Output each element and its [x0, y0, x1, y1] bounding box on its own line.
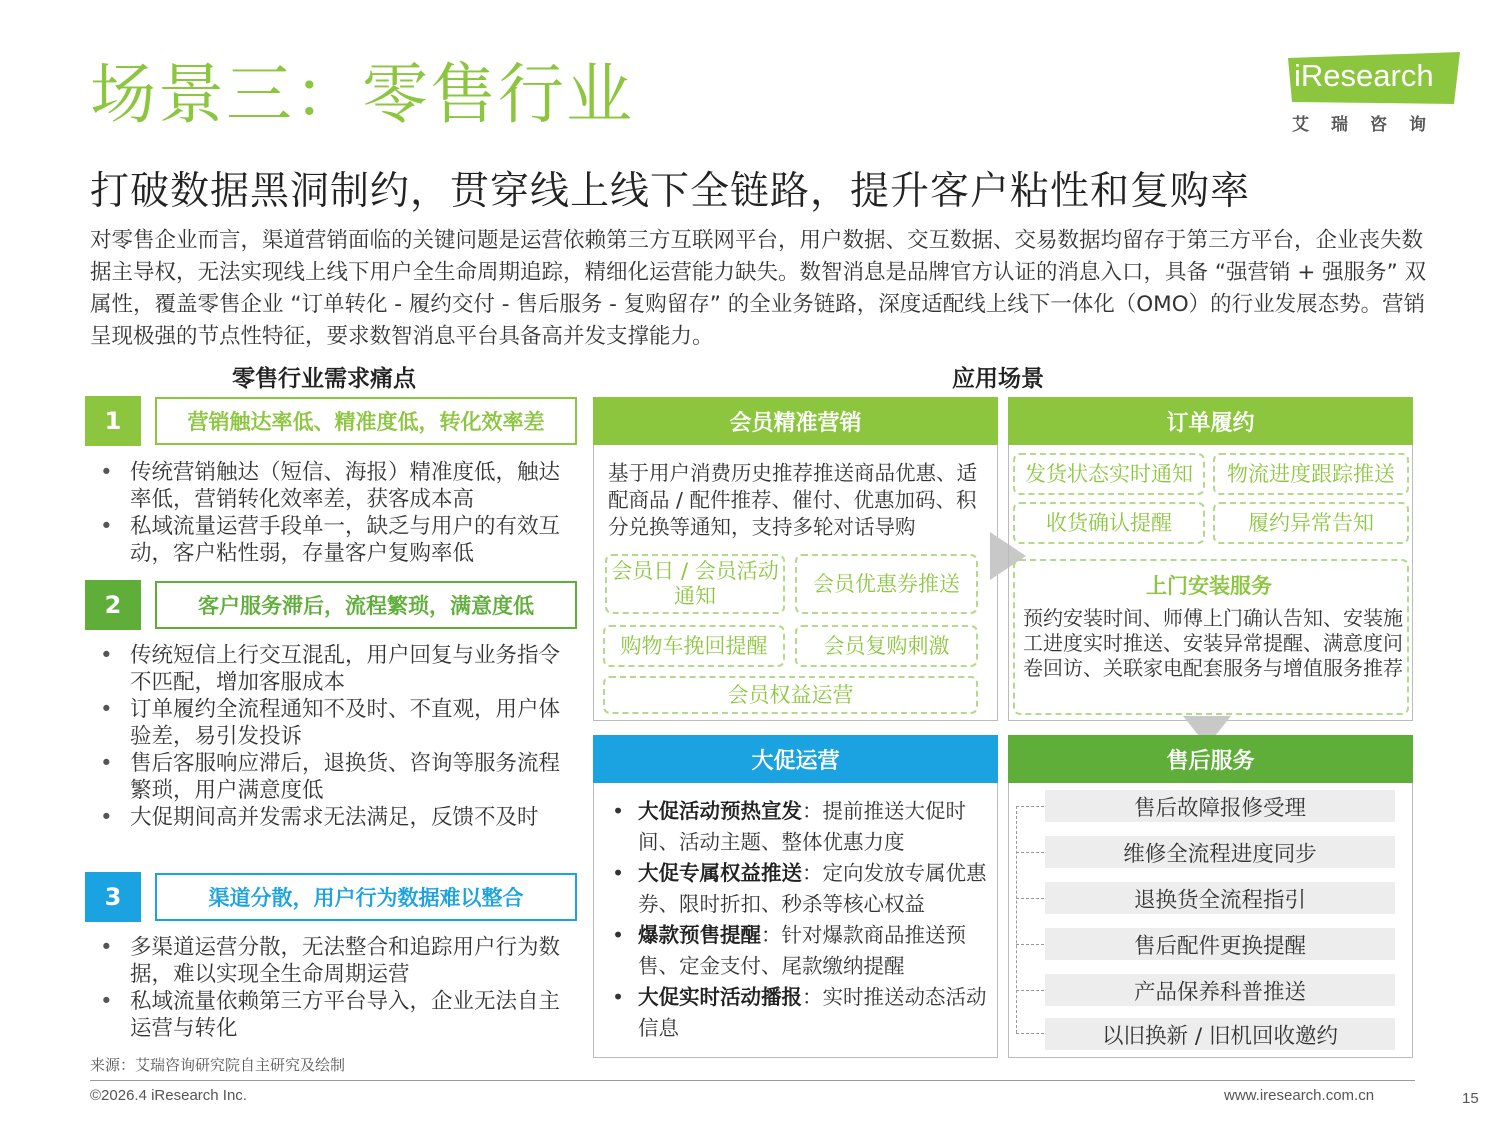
list-item	[612, 920, 992, 982]
promo-item-bold: 大促实时活动播报	[638, 985, 802, 1009]
tag-fulfillment-exception: 履约异常告知	[1213, 502, 1409, 544]
promo-item-text: ：定向发放专属优惠券、限时折扣、秒杀等核心权益	[638, 861, 987, 916]
logo-subtext: 艾瑞咨询	[1292, 115, 1448, 135]
list-item: • 大促期间高并发需求无法满足，反馈不及时	[100, 804, 575, 831]
iresearch-logo	[1280, 48, 1460, 138]
promotion-list	[612, 796, 992, 1044]
list-item: • 售后客服响应滞后，退换货、咨询等服务流程繁琐，用户满意度低	[100, 750, 575, 804]
pain-number-2: 2	[85, 580, 141, 630]
after-sales-item: 维修全流程进度同步	[1045, 836, 1395, 868]
tree-connector	[1016, 806, 1017, 1033]
after-sales-item: 退换货全流程指引	[1045, 882, 1395, 914]
page-title: 场景三：零售行业	[90, 56, 634, 133]
pain-bullets-2	[100, 642, 575, 831]
footer-divider	[90, 1080, 1415, 1081]
after-sales-item: 售后配件更换提醒	[1045, 928, 1395, 960]
list-item	[612, 982, 992, 1044]
pain-bullets-1	[100, 459, 575, 567]
after-sales-title: 售后服务	[1008, 735, 1413, 783]
promo-item-bold: 大促专属权益推送	[638, 861, 802, 885]
tag-member-coupon: 会员优惠券推送	[795, 554, 978, 614]
pain-title-3: 渠道分散，用户行为数据难以整合	[155, 873, 577, 921]
tag-cart-recovery: 购物车挽回提醒	[603, 625, 785, 667]
promo-item-text: ：实时推送动态活动信息	[638, 985, 987, 1040]
promo-item-bold: 大促活动预热宣发	[638, 799, 802, 823]
tag-member-rights: 会员权益运营	[603, 676, 978, 714]
pain-points-heading: 零售行业需求痛点	[232, 366, 416, 392]
pain-bullets-3	[100, 934, 575, 1042]
tag-logistics-tracking: 物流进度跟踪推送	[1213, 453, 1409, 495]
list-item: • 私域流量运营手段单一，缺乏与用户的有效互动，客户粘性弱，存量客户复购率低	[100, 513, 575, 567]
tag-shipping-status: 发货状态实时通知	[1013, 453, 1205, 495]
list-item: • 多渠道运营分散，无法整合和追踪用户行为数据，难以实现全生命周期运营	[100, 934, 575, 988]
tree-branch	[1016, 1033, 1044, 1034]
list-item: • 私域流量依赖第三方平台导入，企业无法自主运营与转化	[100, 988, 575, 1042]
after-sales-item: 产品保养科普推送	[1045, 974, 1395, 1006]
member-marketing-desc: 基于用户消费历史推荐推送商品优惠、适配商品 / 配件推荐、催付、优惠加码、积分兑换等通知，支持多轮对话导购	[608, 461, 977, 539]
tree-branch	[1016, 944, 1044, 945]
tag-member-day: 会员日 / 会员活动通知	[605, 554, 785, 614]
install-service-desc: 预约安装时间、师傅上门确认告知、安装施工进度实时推送、安装异常提醒、满意度问卷回访、关联家电配套服务与增值服务推荐	[1023, 606, 1403, 680]
tree-branch	[1016, 990, 1044, 991]
promo-item-text: ：提前推送大促时间、活动主题、整体优惠力度	[638, 799, 966, 854]
list-item	[612, 796, 992, 858]
member-marketing-title: 会员精准营销	[593, 397, 998, 445]
website-link[interactable]: www.iresearch.com.cn	[1224, 1087, 1375, 1104]
tree-branch	[1016, 852, 1044, 853]
install-service-title: 上门安装服务	[1146, 574, 1272, 598]
page-subtitle: 打破数据黑洞制约，贯穿线上线下全链路，提升客户粘性和复购率	[90, 169, 1251, 214]
logo-wordmark: iResearch	[1294, 58, 1434, 93]
intro-paragraph: 对零售企业而言，渠道营销面临的关键问题是运营依赖第三方互联网平台，用户数据、交互数据、交易数据均留存于第三方平台，企业丧失数据主导权，无法实现线上线下用户全生命周期追踪，精细化运营能力缺失。数智消息是品牌官方认证的消息入口，具备 “强营销 + 强服务” 双属性，覆盖零售企业 “订单转化 - 履约交付 - 售后服务 - 复购留存” 的全业务链路，深度适配线上线下一体化（OMO）的行业发展态势。营销呈现极强的节点性特征，要求数智消息平台具备高并发支撑能力。	[90, 228, 1427, 349]
pain-title-1: 营销触达率低、精准度低，转化效率差	[155, 397, 577, 445]
after-sales-item: 以旧换新 / 旧机回收邀约	[1045, 1018, 1395, 1050]
pain-title-2: 客户服务滞后，流程繁琐，满意度低	[155, 581, 577, 629]
tag-receipt-confirm: 收货确认提醒	[1013, 502, 1205, 544]
order-fulfillment-title: 订单履约	[1008, 397, 1413, 445]
promotion-title: 大促运营	[593, 735, 998, 783]
promo-item-text: ：针对爆款商品推送预售、定金支付、尾款缴纳提醒	[638, 923, 966, 978]
list-item	[612, 858, 992, 920]
pain-number-1: 1	[85, 396, 141, 446]
list-item: • 传统营销触达（短信、海报）精准度低，触达率低，营销转化效率差，获客成本高	[100, 459, 575, 513]
scenarios-heading: 应用场景	[952, 366, 1044, 392]
after-sales-item: 售后故障报修受理	[1045, 790, 1395, 822]
copyright: ©2026.4 iResearch Inc.	[90, 1087, 247, 1104]
page-number: 15	[1462, 1090, 1479, 1107]
tag-repurchase: 会员复购刺激	[795, 625, 978, 667]
tree-branch	[1016, 898, 1044, 899]
list-item: • 传统短信上行交互混乱，用户回复与业务指令不匹配，增加客服成本	[100, 642, 575, 696]
source-note: 来源：艾瑞咨询研究院自主研究及绘制	[90, 1056, 346, 1074]
pain-number-3: 3	[85, 872, 141, 922]
list-item: • 订单履约全流程通知不及时、不直观，用户体验差，易引发投诉	[100, 696, 575, 750]
tree-branch	[1016, 806, 1044, 807]
promo-item-bold: 爆款预售提醒	[638, 923, 761, 947]
